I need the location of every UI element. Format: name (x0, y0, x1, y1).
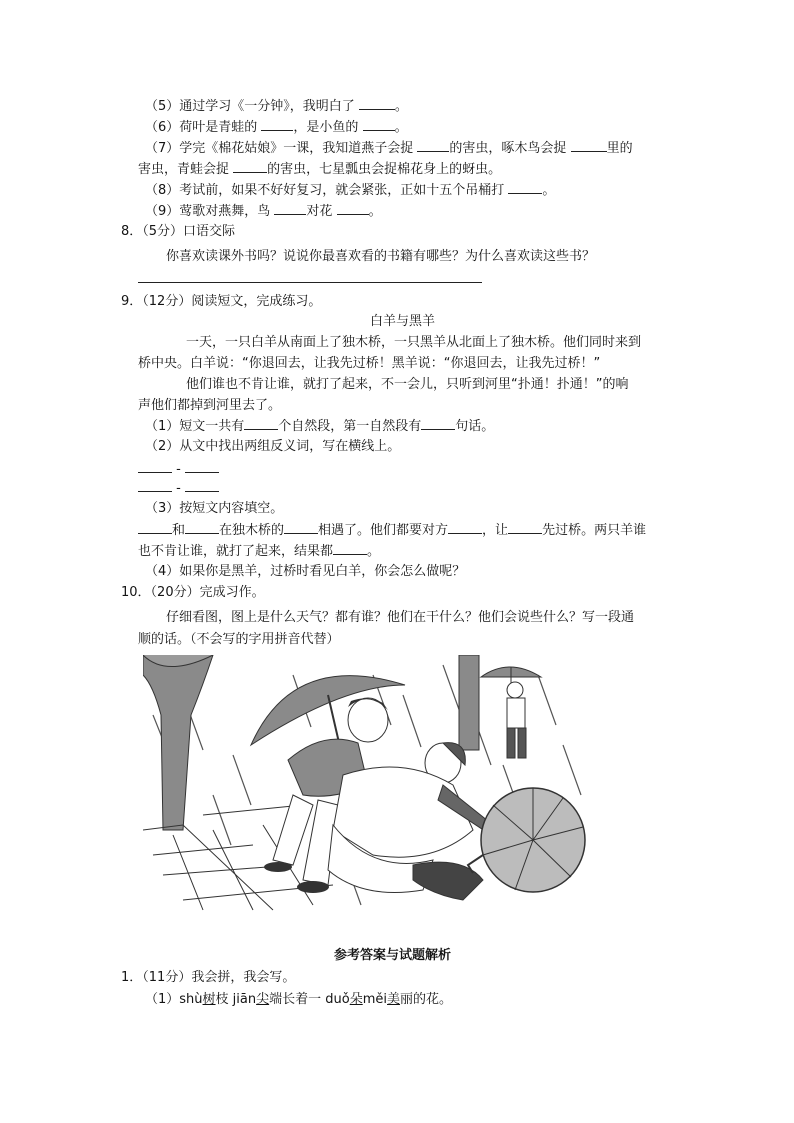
q9-sub3-line1 (138, 520, 646, 541)
q10-prompt-line-2: 顺的话。（不会写的字用拼音代替） (138, 632, 340, 647)
answer-blank[interactable] (359, 96, 395, 110)
answer-character: 树 (202, 992, 216, 1007)
q9-sub3-end: 。 (367, 544, 381, 559)
pinyin-text: 枝 jiān (215, 992, 257, 1007)
q9-sub3-text-3: 相遇了。他们都要对方 (318, 523, 449, 538)
q7-item5-text: （5）通过学习《一分钟》，我明白了 (145, 99, 355, 114)
q7-item7-text-3: 里的 (606, 141, 633, 156)
q7-item8-end: 。 (542, 183, 556, 198)
q9-sub3-text-2: 在独木桥的 (219, 523, 285, 538)
q9-heading: 9．（12分）阅读短文，完成练习。 (121, 294, 322, 309)
story-title: 白羊与黑羊 (370, 314, 436, 329)
q9-sub4: （4）如果你是黑羊，过桥时看见白羊，你会怎么做呢？ (145, 564, 466, 579)
pinyin-text: （1）shù (145, 992, 203, 1007)
q9-sub3-line2 (138, 541, 380, 562)
q10-prompt-line-1: 仔细看图，图上是什么天气？都有谁？他们在干什么？他们会说些什么？写一段通 (166, 610, 635, 625)
answer-blank[interactable] (244, 416, 278, 430)
q7-item5 (145, 96, 408, 117)
q7-item8-text: （8）考试前，如果不好好复习，就会紧张，正如十五个吊桶打 (145, 183, 505, 198)
dash: - (176, 462, 181, 477)
rainy-day-illustration (143, 655, 591, 915)
q9-sub3-text: 和 (172, 523, 186, 538)
q7-item7-text: （7）学完《棉花姑娘》一课，我知道燕子会捉 (145, 141, 414, 156)
q7-item9-text: （9）莺歌对燕舞，鸟 (145, 204, 271, 219)
q8-prompt: 你喜欢读课外书吗？说说你最喜欢看的书籍有哪些？为什么喜欢读这些书？ (166, 249, 596, 264)
answer-blank[interactable] (185, 520, 219, 534)
q7-item7-text-4: 害虫，青蛙会捉 (138, 162, 230, 177)
q7-item6-text-2: ，是小鱼的 (293, 120, 359, 135)
pinyin-text: měi (362, 992, 387, 1007)
q7-item6-end: 。 (394, 120, 408, 135)
pinyin-text: 端长着一 duǒ (269, 992, 350, 1007)
q7-item5-end: 。 (394, 99, 408, 114)
q7-item7-text-2: 的害虫，啄木鸟会捉 (449, 141, 567, 156)
q7-item9-end: 。 (368, 204, 382, 219)
answers-q1-heading: 1．（11分）我会拼，我会写。 (121, 970, 296, 985)
answers-title: 参考答案与试题解析 (334, 948, 452, 963)
q7-item6 (145, 117, 408, 138)
answer-blank[interactable] (337, 201, 369, 215)
answer-blank[interactable] (185, 478, 219, 492)
answer-character: 尖 (256, 992, 270, 1007)
answer-character: 美 (387, 992, 401, 1007)
answer-blank[interactable] (261, 117, 293, 131)
q9-sub3: （3）按短文内容填空。 (145, 501, 284, 516)
answer-blank[interactable] (448, 520, 482, 534)
answer-blank[interactable] (363, 117, 395, 131)
answer-blank[interactable] (284, 520, 318, 534)
answer-blank[interactable] (571, 138, 607, 152)
answer-blank[interactable] (138, 459, 172, 473)
answer-blank[interactable] (508, 180, 542, 194)
q9-sub1-text: （1）短文一共有 (145, 419, 245, 434)
answer-blank[interactable] (333, 541, 367, 555)
q9-sub3-text-6: 也不肯让谁，就打了起来，结果都 (138, 544, 334, 559)
q7-item6-text: （6）荷叶是青蛙的 (145, 120, 258, 135)
story-paragraph-1-line-2: 桥中央。白羊说：“你退回去，让我先过桥！黑羊说：“你退回去，让我先过桥！” (138, 356, 601, 371)
antonym-pair-1 (138, 459, 219, 480)
q7-item7-line1 (145, 138, 633, 159)
q7-item7-text-5: 的害虫，七星瓢虫会捉棉花身上的蚜虫。 (267, 162, 502, 177)
answer-blank[interactable] (274, 201, 306, 215)
answer-blank[interactable] (508, 520, 542, 534)
story-paragraph-2-line-1: 他们谁也不肯让谁，就打了起来，不一会儿，只听到河里“扑通！扑通！”的响 (186, 377, 629, 392)
pinyin-text: 丽的花。 (400, 992, 453, 1007)
q8-answer-line[interactable] (138, 282, 482, 283)
answer-blank[interactable] (421, 416, 455, 430)
dash: - (176, 481, 181, 496)
answers-q1-item1 (145, 990, 452, 1010)
answer-blank[interactable] (138, 478, 172, 492)
answer-blank[interactable] (417, 138, 449, 152)
q7-item7-line2 (138, 159, 501, 180)
q7-item9-text-2: 对花 (306, 204, 333, 219)
q8-heading: 8．（5分）口语交际 (121, 224, 236, 239)
q9-sub3-text-4: ，让 (482, 523, 509, 538)
q10-heading: 10．（20分）完成习作。 (121, 585, 265, 600)
answer-blank[interactable] (233, 159, 267, 173)
q9-sub1-text-2: 个自然段，第一自然段有 (278, 419, 422, 434)
q7-item9 (145, 201, 382, 222)
story-paragraph-2-line-2: 声他们都掉到河里去了。 (138, 398, 282, 413)
antonym-pair-2 (138, 478, 219, 499)
story-paragraph-1-line-1: 一天，一只白羊从南面上了独木桥，一只黑羊从北面上了独木桥。他们同时来到 (186, 335, 642, 350)
q7-item8 (145, 180, 555, 201)
q9-sub1-text-3: 句话。 (455, 419, 495, 434)
q9-sub2: （2）从文中找出两组反义词，写在横线上。 (145, 439, 401, 454)
tree-right-icon (459, 655, 479, 750)
q9-sub3-text-5: 先过桥。两只羊谁 (542, 523, 647, 538)
q9-sub1 (145, 416, 494, 437)
answer-blank[interactable] (185, 459, 219, 473)
answer-character: 朵 (349, 992, 363, 1007)
answer-blank[interactable] (138, 520, 172, 534)
